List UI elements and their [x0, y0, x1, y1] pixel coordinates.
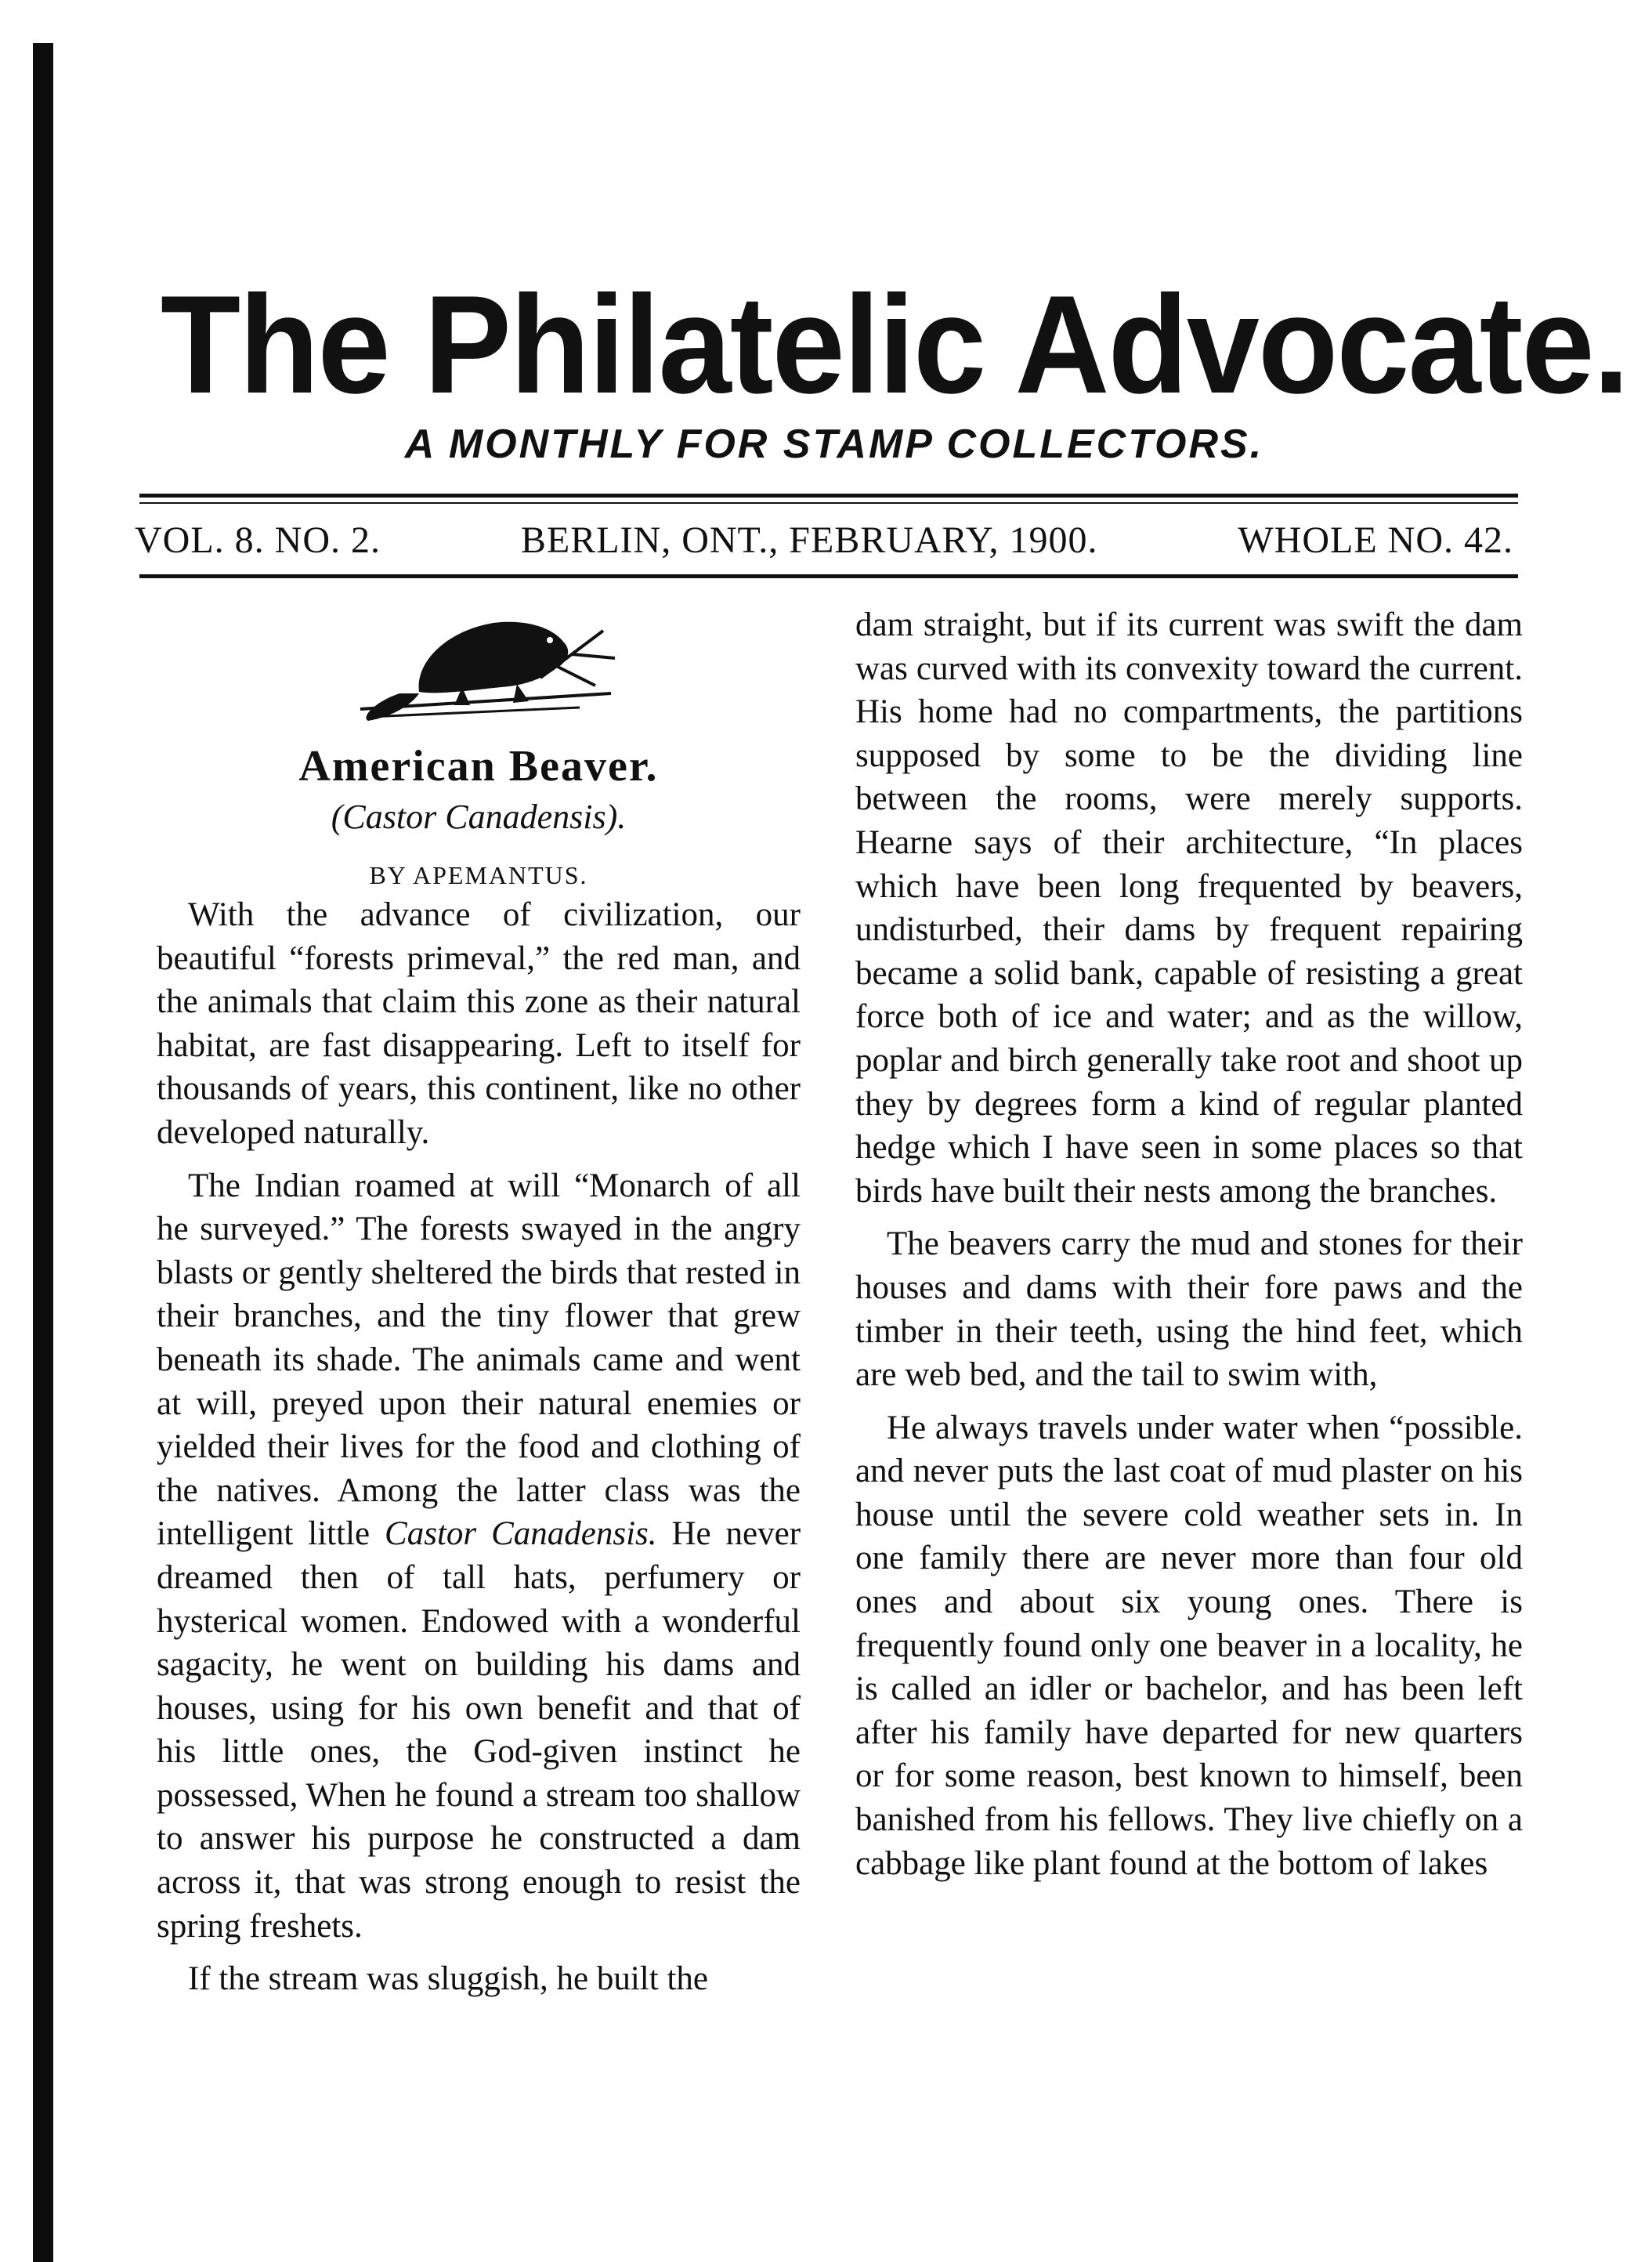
masthead-rule-top: [139, 494, 1518, 498]
masthead: [117, 266, 1629, 468]
paragraph: The beavers carry the mud and stones for their houses and dams with their fore paws and the timber in their teeth, using the hind feet, which are web bed, and the tail to swim with,: [855, 1225, 1523, 1394]
paragraph-text: He never dreamed then of tall hats, perfumery or hysterical women. Endowed with a wonderful sagacity, he went on building his dams and houses, using for his own benefit and that of his little ones, the God-given instinct he possessed, When he found a stream too shallow to answer his purpose he constructed a dam across it, that was strong enough to resist the spring freshets.: [157, 1515, 801, 1945]
volume-number: VOL. 8. NO. 2.: [135, 519, 381, 561]
paragraph-text: The Indian roamed at will “Monarch of all he surveyed.” The forests swayed in the angry blasts or gently sheltered the birds that rested in their branches, and the tiny flower that grew beneath its shade. The animals came and went at will, preyed upon their natural enemies or yielded their lives for the food and clothing of the natives. Among the latter class was the intelligent little: [157, 1167, 801, 1553]
paragraph: He always travels under water when “possible. and never puts the last coat of mud plaster on his house until the severe cold weather sets in. In one family there are never more than four old ones and about six young ones. There is frequently found only one beaver in a locality, he is called an idler or bachelor, and has been left after his family have departed for new quarters or for some reason, best known to himself, been banished from his fellows. They live chiefly on a cabbage like plant found at the bottom of lakes: [855, 1409, 1523, 1882]
whole-number: WHOLE NO. 42.: [1238, 519, 1513, 561]
article-title: American Beaver.: [298, 742, 659, 791]
dateline-rule: [139, 574, 1518, 578]
paragraph: With the advance of civilization, our beautiful “forests primeval,” the red man, and the animals that claim this zone as their natural habitat, are fast disappearing. Left to itself for thousands of years, this continent, like no other developed naturally.: [157, 896, 801, 1151]
article-byline: BY APEMANTUS.: [369, 861, 588, 889]
masthead-rule-inner: [139, 502, 1518, 504]
article-right-column: [855, 603, 1523, 1885]
publication-subtitle: A MONTHLY FOR STAMP COLLECTORS.: [404, 422, 1264, 467]
paragraph: [157, 1164, 801, 1949]
article-scientific-name: (Castor Canadensis).: [331, 798, 627, 836]
dateline: [135, 517, 1513, 564]
scientific-name-inline: Castor Canadensis.: [385, 1515, 657, 1553]
beaver-illustration: [345, 599, 627, 725]
paragraph: If the stream was sluggish, he built the: [188, 1960, 708, 1998]
paragraph: dam straight, but if its current was swift the dam was curved with its convexity toward the current. His home had no compartments, the partitions supposed by some to be the dividing line between the rooms, were merely supports. Hearne says of their architecture, “In places which have been long frequented by beavers, undisturbed, their dams by frequent repairing became a solid bank, capable of resisting a great force both of ice and water; and as the willow, poplar and birch generally take root and shoot up they by degrees form a kind of regular planted hedge which I have seen in some places so that birds have built their nests among the branches.: [855, 606, 1523, 1210]
publication-title: The Philatelic Advocate.: [160, 266, 1629, 422]
page-binding-edge: [33, 43, 53, 2262]
place-and-date: BERLIN, ONT., FEBRUARY, 1900.: [520, 519, 1098, 561]
article-heading: [157, 740, 801, 894]
article-left-column: [157, 893, 801, 2001]
